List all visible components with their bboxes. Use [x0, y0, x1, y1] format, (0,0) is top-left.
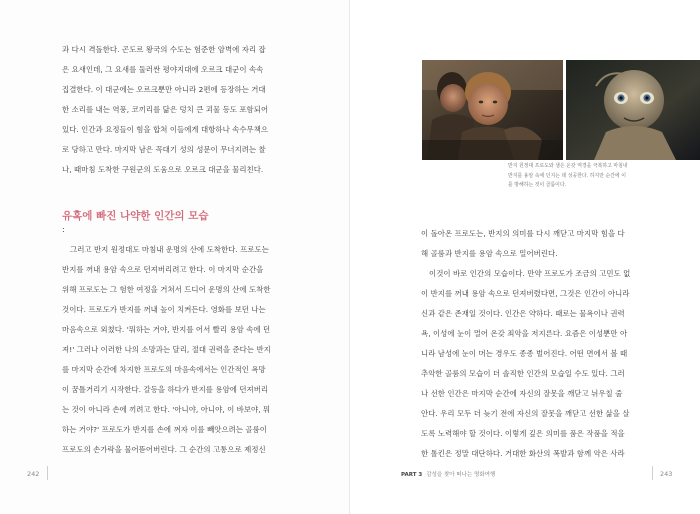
caption-line: 를 방해하는 것이 골룸이다.	[508, 182, 567, 189]
film-still-frodo-sam	[422, 60, 563, 160]
page-number-left: 242	[27, 470, 40, 478]
text-line: 를 마지막 순간에 차지한 프로도의 마음속에서는 인간적인 욕망	[62, 365, 266, 374]
film-still-gollum	[566, 60, 700, 160]
left-body-paragraph	[62, 240, 288, 460]
text-line: 것이다. 프로도가 반지를 꺼내 높이 치켜든다. 영화를 보던 나는	[62, 305, 266, 314]
text-line: 집결한다. 이 대군에는 오르크뿐만 아니라 2편에 등장하는 거대	[62, 85, 266, 94]
text-line: 안다. 우리 모두 더 늦기 전에 자신의 잘못을 깨닫고 선한 삶을 살	[421, 409, 630, 418]
text-line: 위해 프로도는 그 험한 여정을 거쳐서 드디어 운명의 산에 도착한	[62, 285, 271, 294]
right-body-paragraph	[421, 224, 649, 464]
text-line: 과 다시 격돌한다. 곤도르 왕국의 수도는 험준한 암벽에 자리 잡	[62, 45, 266, 54]
text-line: 마음속으로 외쳤다. '뭐하는 거야, 반지를 어서 빨리 용암 속에 던	[62, 325, 271, 334]
text-line: 반지를 꺼내 용암 속으로 던져버리려고 한다. 이 마지막 순간을	[62, 265, 264, 274]
text-line: 이 꿈틀거리기 시작한다. 갈등을 하다가 반지를 용암에 던져버리	[62, 385, 269, 394]
caption-line: 반지 원정대 프로도와 샘은 온갖 역경을 극복하고 마침내	[508, 163, 628, 169]
text-line: 그러고 반지 원정대도 마침내 운명의 산에 도착한다. 프로도는	[70, 245, 269, 254]
running-head	[401, 470, 495, 478]
text-line: 는 것이 아니라 손에 끼려고 한다. '아니야, 아니야, 이 바보야, 뭐	[62, 405, 271, 414]
text-line: 은 요새인데, 그 요새를 둘러싼 평야지대에 오르크 대군이 속속	[62, 65, 264, 74]
text-line: 한 소리를 내는 역풍, 코끼리를 닮은 덩치 큰 괴물 등도 포함되어	[62, 105, 269, 114]
text-line: 욕, 이성에 눈이 멀어 온갖 죄악을 저지른다. 요즘은 이성뿐만 아	[421, 329, 628, 338]
text-line: 신과 같은 존재일 것이다. 인간은 약하다. 때로는 물욕이나 권력	[421, 309, 625, 318]
text-line: 이 반지를 꺼내 용암 속으로 던져버렸다면, 그것은 인간이 아니라	[421, 289, 630, 298]
text-line: 해 골룸과 반지를 용암 속으로 밀어버린다.	[421, 249, 558, 258]
photo-caption	[508, 162, 658, 191]
text-line: 져!' 그러나 이러한 나의 소망과는 달리, 절대 권력을 준다는 반지	[62, 345, 271, 354]
text-line: 있다. 인간과 요정들이 힘을 합쳐 이들에게 대항하나 속수무책으	[62, 125, 269, 134]
page-rule-right	[652, 466, 653, 480]
page-number-right: 243	[660, 470, 673, 478]
section-heading: 유혹에 빠진 나약한 인간의 모습	[62, 210, 209, 222]
text-line: 니라 남성에 눈이 머는 경우도 종종 벌어진다. 어떤 면에서 볼 때	[421, 349, 628, 358]
text-line: 도록 노력해야 할 것이다. 이렇게 깊은 의미를 품은 작품을 적을	[421, 429, 625, 438]
left-top-paragraph	[62, 40, 288, 180]
running-head-part: PART 3	[401, 472, 423, 478]
text-line: 이 돌아온 프로도는, 반지의 의미를 다시 깨닫고 마지막 힘을 다	[421, 229, 625, 238]
text-line: 한 톨킨은 정말 대단하다. 거대한 화산의 폭발과 함께 악은 사라	[421, 449, 625, 458]
page-rule-left	[47, 466, 48, 480]
text-line: 로 당하고 만다. 마지막 남은 꼭대기 성의 성문이 무너지려는 찰	[62, 145, 266, 154]
text-line: 나, 때마침 도착한 구원군의 도움으로 오르크 대군을 물리친다.	[62, 165, 264, 174]
text-line: 프로도의 손가락을 물어뜯어버린다. 그 순간의 고통으로 제정신	[62, 445, 266, 454]
text-line: 하는 거야?' 프로도가 반지를 손에 껴자 이를 빼앗으려는 골룸이	[62, 425, 267, 434]
running-head-title: 감성을 찾아 떠나는 명화여행	[426, 472, 496, 478]
section-dots-ornament: :	[62, 225, 65, 234]
text-line: 추악한 골룸의 모습이 더 솔직한 인간의 모습일 수도 있다. 그러	[421, 369, 625, 378]
caption-line: 반지를 용암 속에 던지는 데 성공한다. 하지만 순간에 이	[508, 172, 626, 179]
text-line: 이것이 바로 인간의 모습이다. 만약 프로도가 조금의 고민도 없	[429, 269, 631, 278]
text-line: 나 선한 인간은 마지막 순간에 자신의 잘못을 깨닫고 뉘우칠 줄	[421, 389, 623, 398]
